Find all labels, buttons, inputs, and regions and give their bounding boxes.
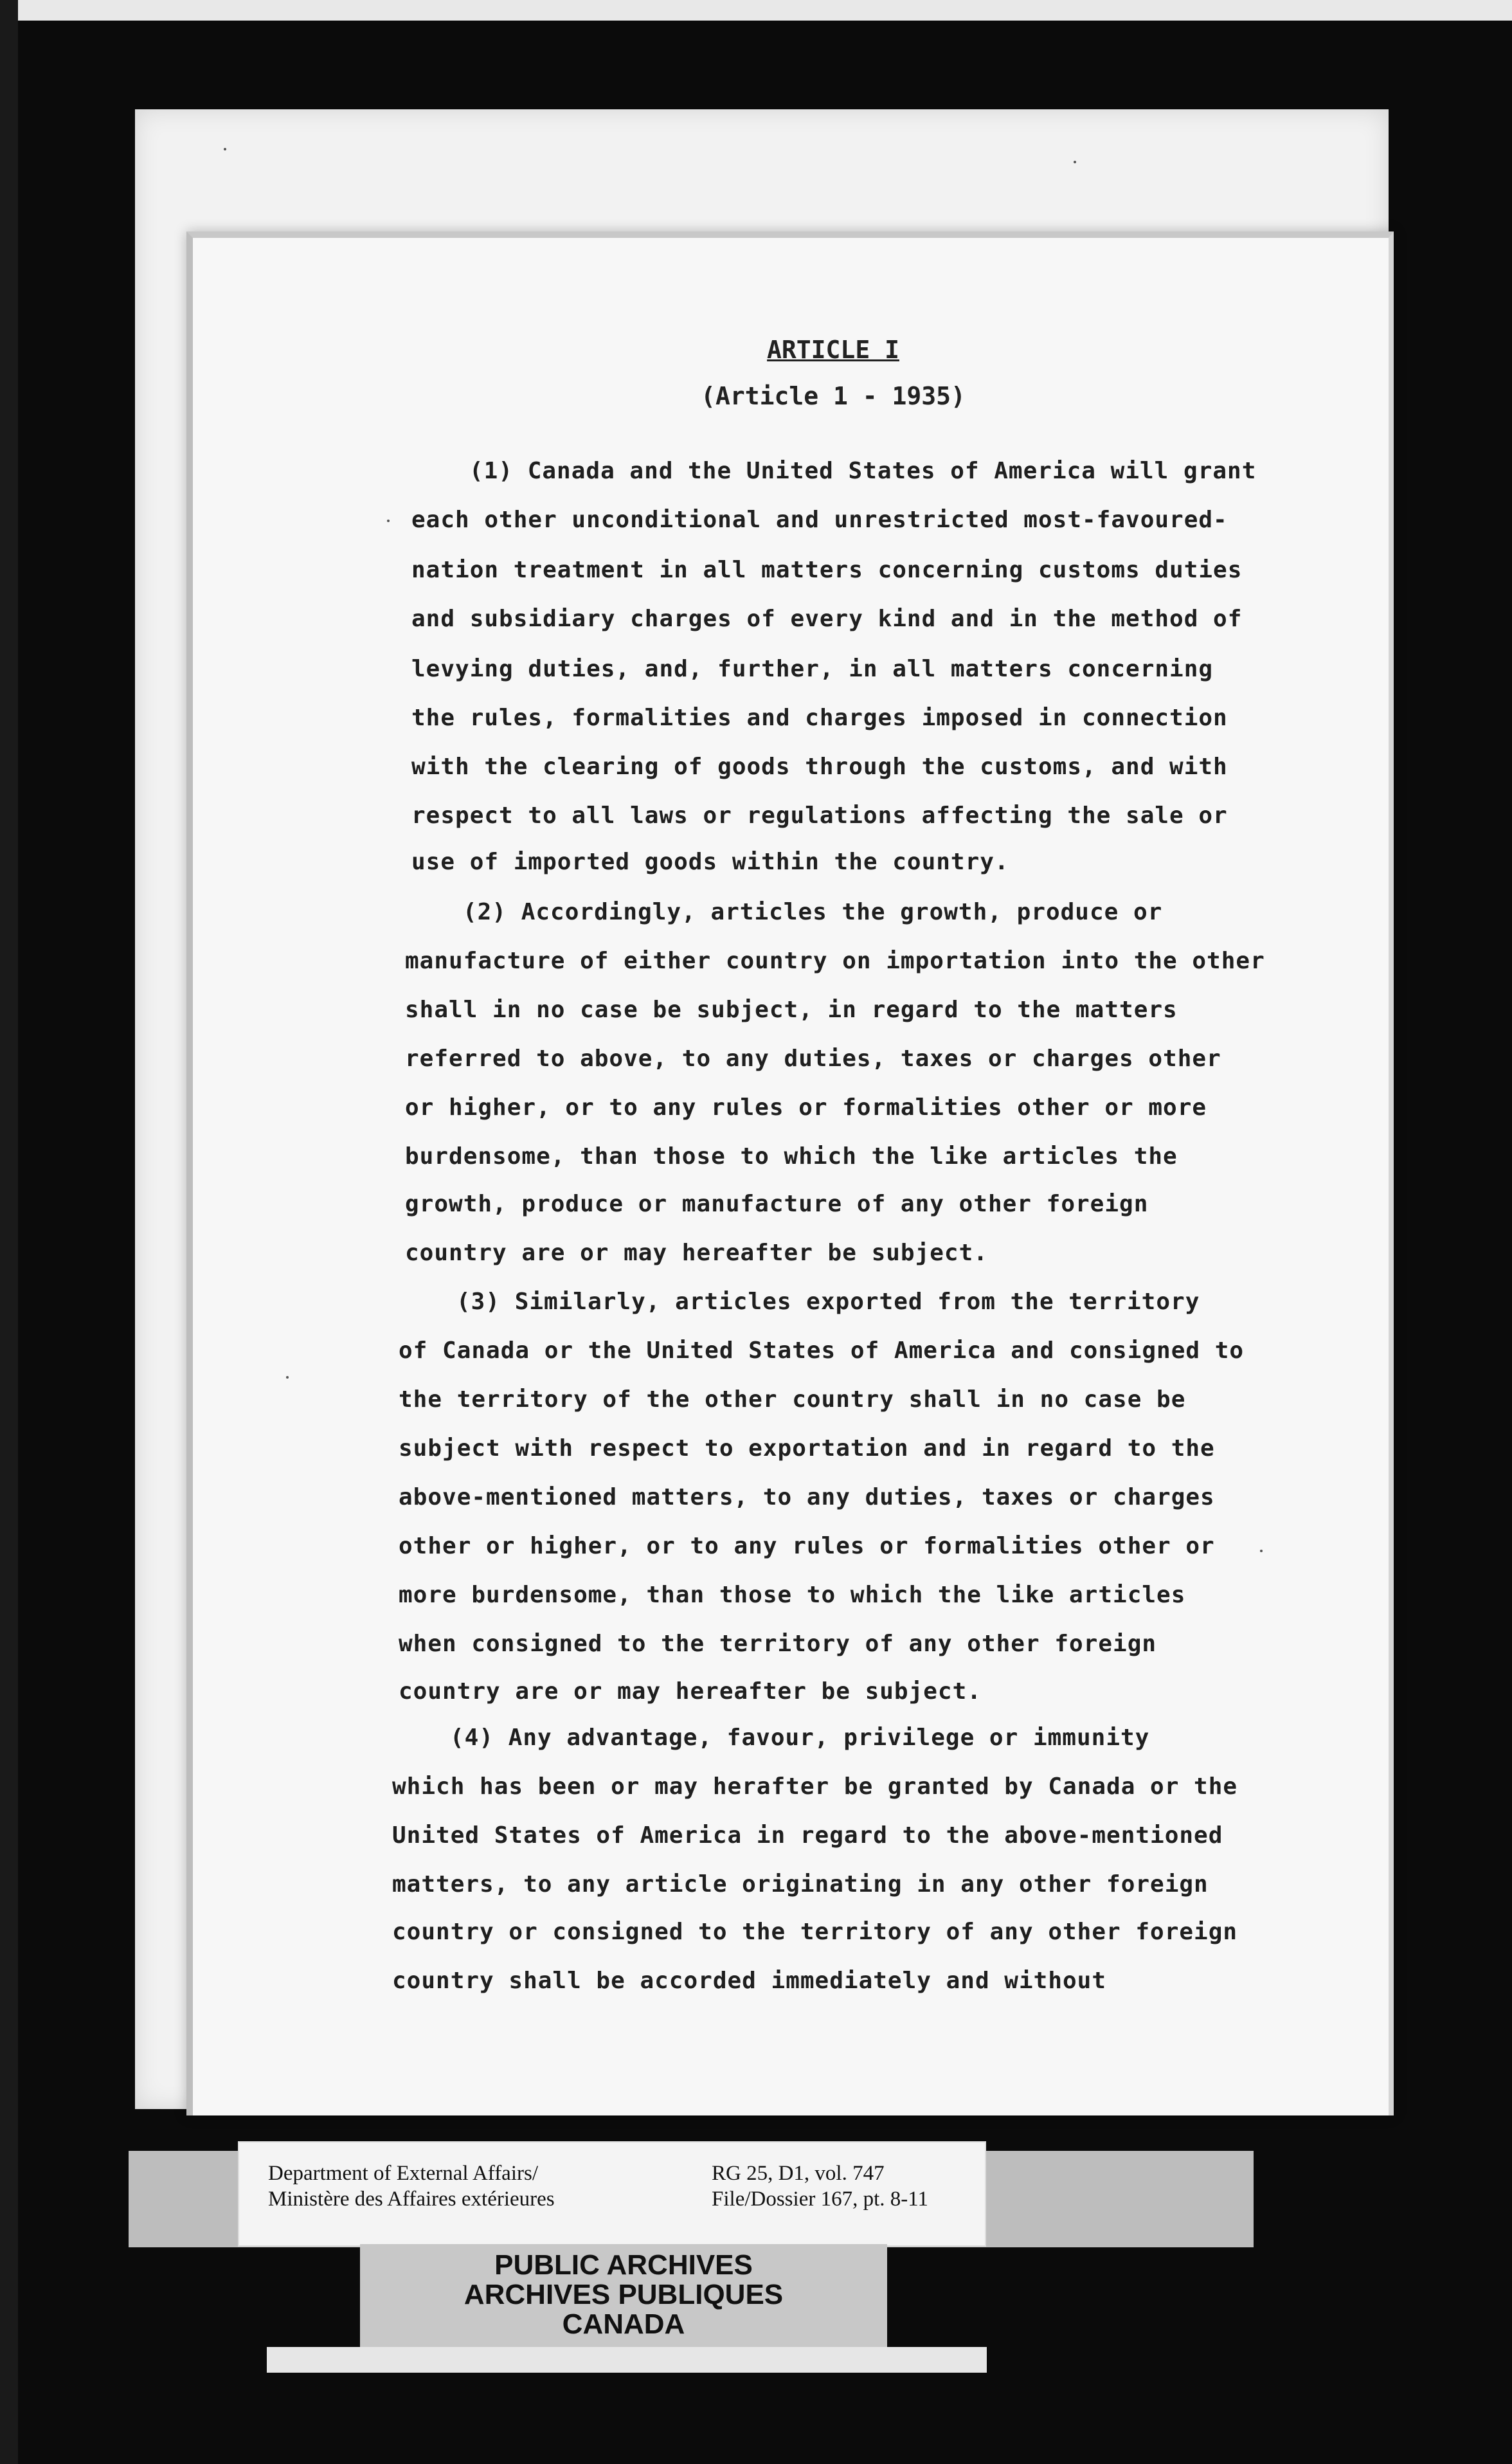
body-line: referred to above, to any duties, taxes or charges other — [405, 1046, 1221, 1072]
body-line: use of imported goods within the country. — [411, 849, 1009, 875]
body-line: the territory of the other country shall in no case be — [399, 1386, 1186, 1413]
dust-speck — [224, 148, 226, 150]
body-line: matters, to any article originating in any other foreign — [392, 1871, 1209, 1898]
body-line: more burdensome, than those to which the like articles — [399, 1582, 1186, 1608]
stamp-line-3: CANADA — [562, 2308, 685, 2340]
scan-top-edge — [0, 0, 1512, 21]
archive-label — [238, 2141, 986, 2247]
body-line: which has been or may herafter be granted by Canada or the — [392, 1773, 1238, 1800]
body-line: country are or may hereafter be subject. — [399, 1678, 982, 1705]
stamp-line-1: PUBLIC ARCHIVES — [494, 2249, 753, 2281]
body-line: (4) Any advantage, favour, privilege or immunity — [450, 1725, 1150, 1751]
label-department-fr: Ministère des Affaires extérieures — [268, 2188, 555, 2211]
dust-speck — [1074, 161, 1076, 163]
body-line: (3) Similarly, articles exported from the territory — [456, 1289, 1200, 1315]
label-record-group: RG 25, D1, vol. 747 — [712, 2162, 885, 2185]
article-subtitle: (Article 1 - 1935) — [701, 382, 966, 410]
body-line: burdensome, than those to which the like articles the — [405, 1143, 1178, 1170]
body-line: with the clearing of goods through the customs, and with — [411, 754, 1228, 780]
body-line: manufacture of either country on importation into the other — [405, 948, 1265, 974]
dust-speck — [1260, 1550, 1263, 1552]
body-line: country or consigned to the territory of any other foreign — [392, 1919, 1238, 1945]
body-line: subject with respect to exportation and in regard to the — [399, 1435, 1215, 1462]
article-title: ARTICLE I — [767, 336, 899, 364]
body-line: other or higher, or to any rules or formalities other or — [399, 1533, 1215, 1559]
body-line: each other unconditional and unrestricted most-favoured- — [411, 507, 1228, 533]
dust-speck — [387, 520, 390, 522]
bottom-strip — [267, 2347, 987, 2373]
label-department-en: Department of External Affairs/ — [268, 2162, 538, 2185]
body-line: nation treatment in all matters concerning customs duties — [411, 557, 1243, 583]
scan-left-edge — [0, 0, 18, 2464]
label-reference — [712, 2161, 928, 2212]
body-line: growth, produce or manufacture of any other foreign — [405, 1191, 1149, 1217]
body-line: of Canada or the United States of America and consigned to — [399, 1337, 1245, 1364]
body-line: when consigned to the territory of any other foreign — [399, 1631, 1157, 1657]
body-line: or higher, or to any rules or formalities other or more — [405, 1094, 1207, 1121]
body-line: the rules, formalities and charges imposed in connection — [411, 705, 1228, 731]
archives-stamp — [360, 2244, 887, 2339]
label-department — [268, 2161, 555, 2212]
body-line: above-mentioned matters, to any duties, taxes or charges — [399, 1484, 1215, 1510]
body-line: shall in no case be subject, in regard to the matters — [405, 997, 1178, 1023]
body-line: and subsidiary charges of every kind and in the method of — [411, 606, 1243, 632]
body-line: levying duties, and, further, in all matters concerning — [411, 656, 1214, 682]
body-line: (2) Accordingly, articles the growth, produce or — [463, 899, 1163, 925]
label-file-dossier: File/Dossier 167, pt. 8-11 — [712, 2188, 929, 2211]
stamp-line-2: ARCHIVES PUBLIQUES — [464, 2279, 784, 2310]
body-line: country shall be accorded immediately and without — [392, 1968, 1107, 1994]
dust-speck — [286, 1376, 289, 1379]
body-line: country are or may hereafter be subject. — [405, 1240, 988, 1266]
body-line: respect to all laws or regulations affecting the sale or — [411, 802, 1228, 829]
body-line: (1) Canada and the United States of America will grant — [469, 458, 1257, 484]
body-line: United States of America in regard to the above-mentioned — [392, 1822, 1223, 1849]
